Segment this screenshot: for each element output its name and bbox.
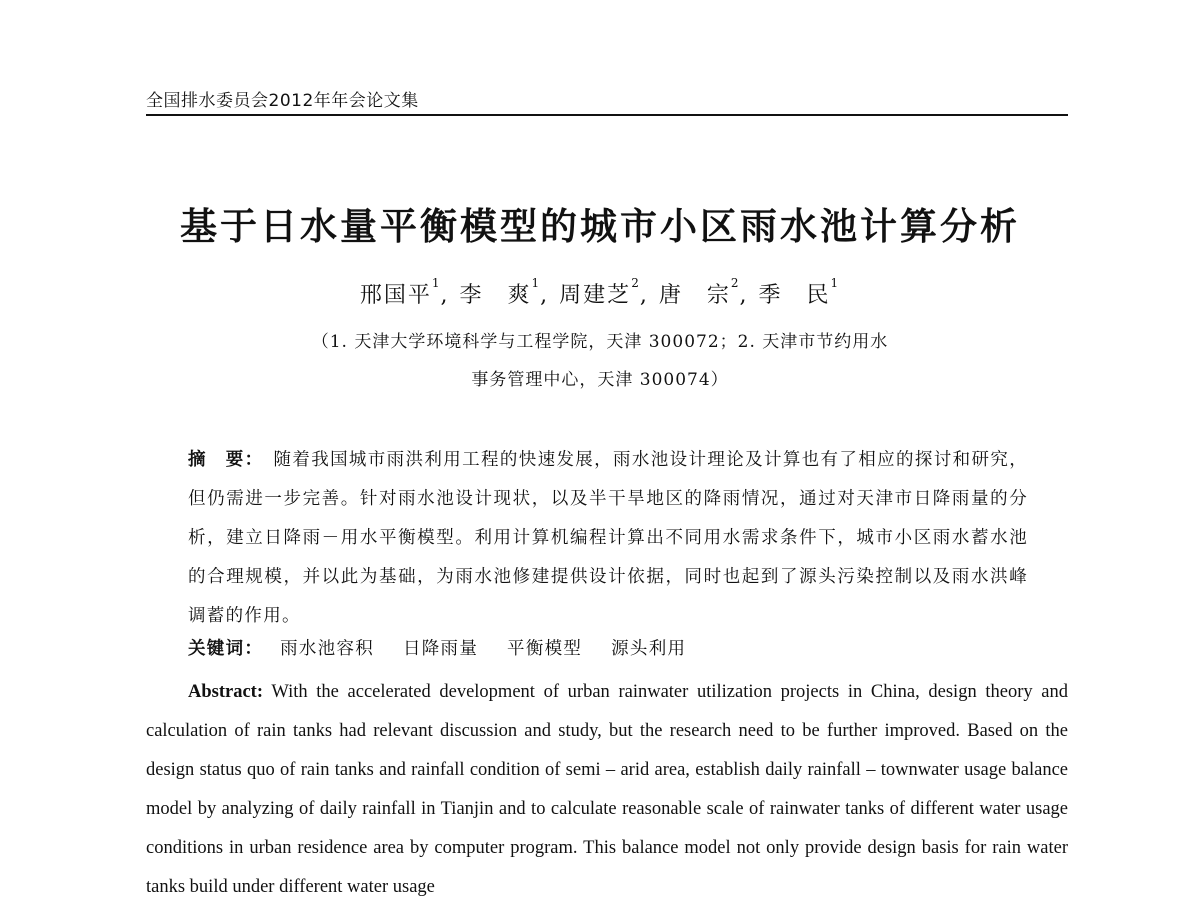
keywords-label: 关键词： bbox=[188, 639, 264, 659]
keyword: 平衡模型 bbox=[507, 639, 583, 659]
affiliation-line-1: （1. 天津大学环境科学与工程学院，天津 300072；2. 天津市节约用水 bbox=[311, 332, 889, 352]
paper-title: 基于日水量平衡模型的城市小区雨水池计算分析 bbox=[180, 205, 1020, 248]
running-head: 全国排水委员会2012年年会论文集 bbox=[146, 91, 419, 111]
author: 李 爽$^1$, bbox=[459, 276, 550, 308]
abstract-en-text: With the accelerated development of urban rainwater utilization projects in China, design theory and calculation of rain tanks had relevant discussion and study, but the research need to be further improved. Based on the design status quo of rain tanks and rainfall condition of semi – arid area, establish daily rainfall – townwater usage balance model by analyzing of daily rainfall in Tianjin and to calculate reasonable scale of rainwater tanks of different water usage conditions in urban residence area by computer program. This balance model not only provide design basis for rain water tanks build under different water usage bbox=[146, 682, 1068, 897]
keyword: 源头利用 bbox=[611, 639, 687, 659]
author-affiliation-mark: 1 bbox=[531, 276, 540, 290]
author-affiliation-mark: 1 bbox=[431, 276, 440, 290]
author-affiliation-mark: 2 bbox=[631, 276, 639, 290]
author-list bbox=[0, 278, 1200, 309]
keyword: 日降雨量 bbox=[402, 639, 479, 659]
keywords-cn bbox=[188, 635, 708, 660]
header-rule bbox=[146, 114, 1068, 116]
abstract-en bbox=[146, 673, 1068, 907]
author: 周建芝$^2$, bbox=[559, 276, 649, 308]
abstract-cn-text: 随着我国城市雨洪利用工程的快速发展，雨水池设计理论及计算也有了相应的探讨和研究，但仍需进一步完善。针对雨水池设计现状，以及半干旱地区的降雨情况，通过对天津市日降雨量的分析，建立日降雨－用水平衡模型。利用计算机编程计算出不同用水需求条件下，城市小区雨水蓄水池的合理规模，并以此为基础，为雨水池修建提供设计依据，同时也起到了源头污染控制以及雨水洪峰调蓄的作用。 bbox=[188, 450, 1029, 626]
author: 唐 宗$^2$, bbox=[658, 276, 749, 308]
keyword: 雨水池容积 bbox=[280, 639, 375, 659]
abstract-cn bbox=[188, 441, 1028, 636]
author-affiliation-mark: 1 bbox=[830, 276, 839, 290]
abstract-en-label: Abstract: bbox=[188, 682, 264, 702]
author: 季 民$^1$ bbox=[758, 276, 839, 308]
author-affiliation-mark: 2 bbox=[730, 276, 739, 290]
abstract-cn-label: 摘 要： bbox=[188, 450, 264, 470]
author: 邢国平$^1$, bbox=[359, 276, 450, 308]
affiliation-line-2: 事务管理中心，天津 300074） bbox=[471, 370, 729, 390]
